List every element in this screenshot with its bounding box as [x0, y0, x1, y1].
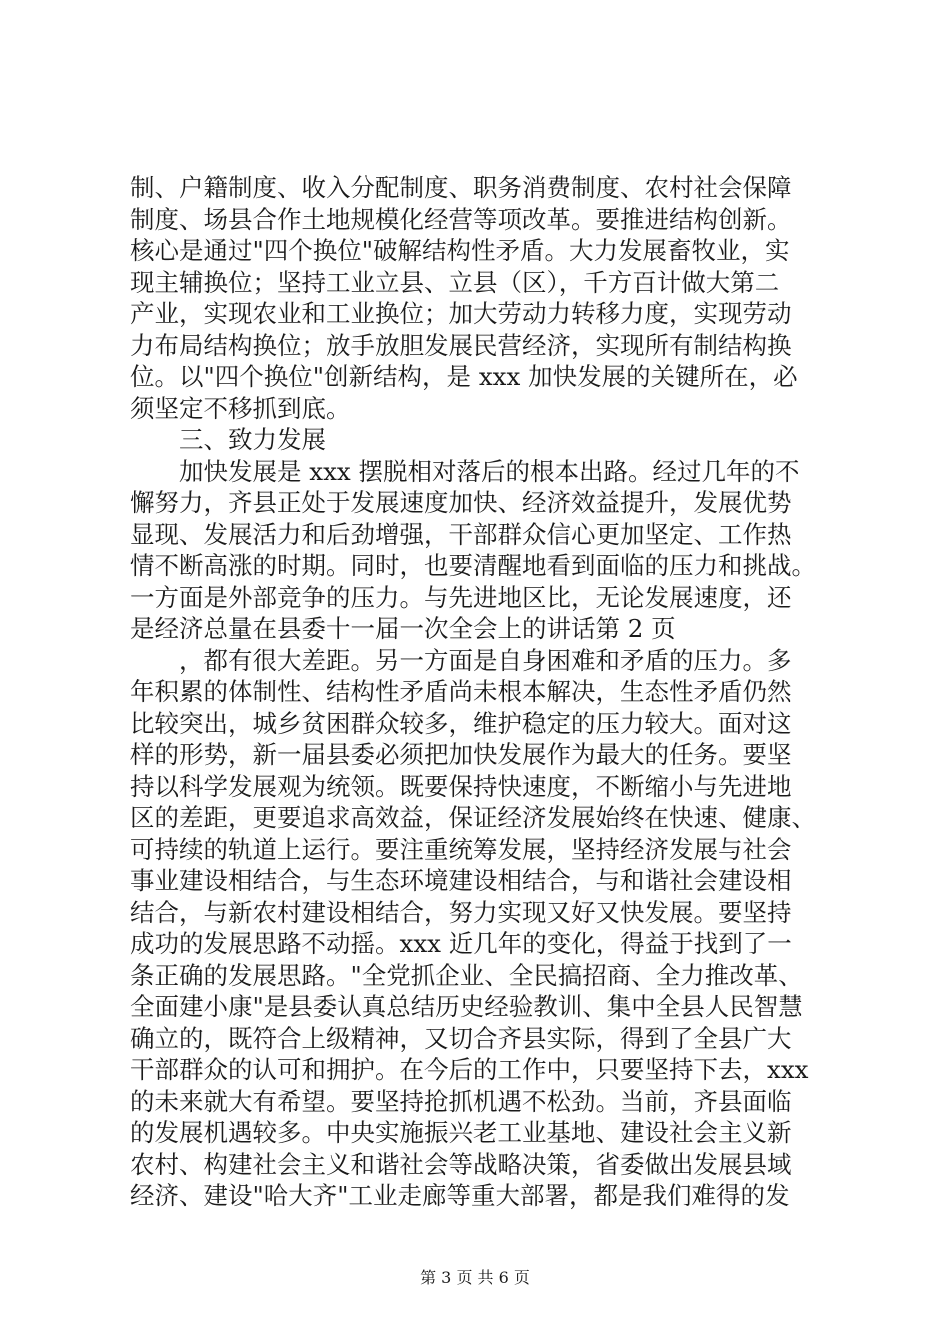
- text-line: 成功的发展思路不动摇。xxx 近几年的变化，得益于找到了一: [130, 929, 792, 958]
- text-line: 懈努力，齐县正处于发展速度加快、经济效益提升，发展优势: [130, 488, 792, 517]
- body-text: [130, 172, 830, 1212]
- text-line: 持以科学发展观为统领。既要保持快速度，不断缩小与先进地: [130, 771, 792, 801]
- text-line: 显现、发展活力和后劲增强，干部群众信心更加坚定、工作热: [130, 519, 792, 549]
- text-line: 确立的，既符合上级精神，又切合齐县实际，得到了全县广大: [130, 1023, 792, 1053]
- text-line: 情不断高涨的时期。同时，也要清醒地看到面临的压力和挑战。: [130, 551, 816, 580]
- text-line: 的发展机遇较多。中央实施振兴老工业基地、建设社会主义新: [130, 1118, 792, 1147]
- text-line: 区的差距，更要追求高效益，保证经济发展始终在快速、健康、: [130, 803, 816, 832]
- section-heading: 三、致力发展: [130, 425, 326, 454]
- text-line: 事业建设相结合，与生态环境建设相结合，与和谐社会建设相: [130, 866, 792, 895]
- text-line: 加快发展是 xxx 摆脱相对落后的根本出路。经过几年的不: [130, 456, 800, 486]
- text-line: 制、户籍制度、收入分配制度、职务消费制度、农村社会保障: [130, 173, 792, 202]
- text-line: 核心是通过"四个换位"破解结构性矛盾。大力发展畜牧业，实: [130, 236, 790, 265]
- text-line: 样的形势，新一届县委必须把加快发展作为最大的任务。要坚: [130, 740, 792, 769]
- text-line: 经济、建设"哈大齐"工业走廊等重大部署，都是我们难得的发: [130, 1181, 790, 1210]
- text-line: 比较突出，城乡贫困群众较多，维护稳定的压力较大。面对这: [130, 708, 792, 738]
- text-line: 年积累的体制性、结构性矛盾尚未根本解决，生态性矛盾仍然: [130, 677, 792, 706]
- text-line: 结合，与新农村建设相结合，努力实现又好又快发展。要坚持: [130, 897, 792, 927]
- text-line: 产业，实现农业和工业换位；加大劳动力转移力度，实现劳动: [130, 299, 792, 328]
- text-line: 是经济总量在县委十一届一次全会上的讲话第 2 页: [130, 614, 676, 643]
- text-line: 现主辅换位；坚持工业立县、立县（区），千方百计做大第二: [130, 267, 780, 297]
- text-line: 干部群众的认可和拥护。在今后的工作中，只要坚持下去，xxx: [130, 1055, 809, 1084]
- text-line: 全面建小康"是县委认真总结历史经验教训、集中全县人民智慧: [130, 992, 803, 1021]
- text-line: 一方面是外部竞争的压力。与先进地区比，无论发展速度，还: [130, 582, 792, 612]
- text-line: 农村、构建社会主义和谐社会等战略决策，省委做出发展县域: [130, 1149, 792, 1179]
- text-line: 的未来就大有希望。要坚持抢抓机遇不松劲。当前，齐县面临: [130, 1086, 792, 1116]
- text-line: ，都有很大差距。另一方面是自身困难和矛盾的压力。多: [130, 645, 792, 675]
- text-line: 位。以"四个换位"创新结构，是 xxx 加快发展的关键所在，必: [130, 362, 798, 391]
- text-line: 制度、场县合作土地规模化经营等项改革。要推进结构创新。: [130, 204, 792, 234]
- text-line: 力布局结构换位；放手放胆发展民营经济，实现所有制结构换: [130, 330, 792, 360]
- text-line: 条正确的发展思路。"全党抓企业、全民搞招商、全力推改革、: [130, 960, 803, 990]
- page-number-footer: 第 3 页 共 6 页: [420, 1268, 530, 1287]
- text-line: 须坚定不移抓到底。: [130, 393, 351, 423]
- text-line: 可持续的轨道上运行。要注重统筹发展，坚持经济发展与社会: [130, 834, 792, 864]
